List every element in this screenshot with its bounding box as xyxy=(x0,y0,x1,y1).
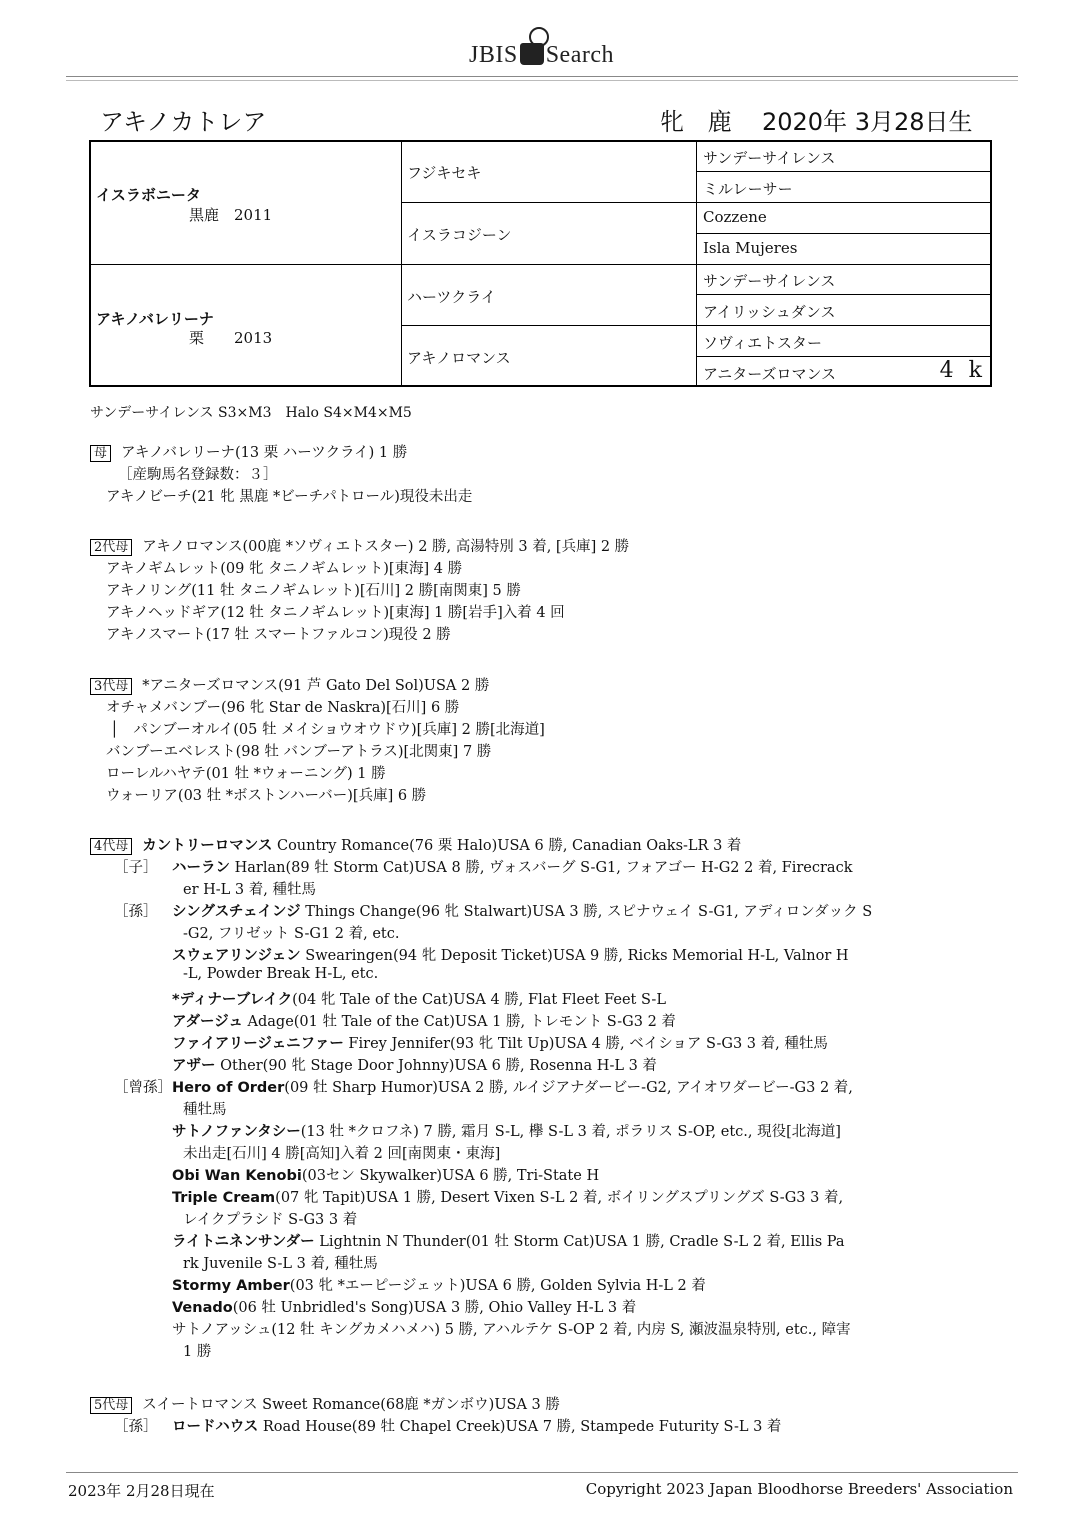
dam-section-head xyxy=(90,441,407,462)
dam-dam: アキノロマンス xyxy=(407,349,511,367)
entry-continuation: レイクプラシド S-G3 3 着 xyxy=(183,1212,358,1228)
gen2-offspring: アキノヘッドギア(12 牡 タニノギムレット)[東海] 1 勝[岩手]入着 4 回 xyxy=(106,605,565,621)
relation-label: ［孫］ xyxy=(114,904,158,920)
entry-horse-name: スウェアリンジェン xyxy=(172,948,301,964)
entry-horse-name: ハーラン xyxy=(172,860,230,876)
section-tag-gen2: 2代母 xyxy=(90,539,132,556)
entry-horse-name: Stormy Amber xyxy=(172,1278,290,1294)
jbis-search-logo xyxy=(0,42,1083,69)
gen3-6: アイリッシュダンス xyxy=(703,303,836,321)
gen5-entry-record: Road House(89 牡 Chapel Creek)USA 7 勝, Stampede Futurity S-L 3 着 xyxy=(258,1419,782,1435)
gen2-section-head xyxy=(90,535,629,556)
gen4-entry xyxy=(114,1186,843,1207)
entry-horse-name: アザー xyxy=(172,1058,216,1074)
gen3-offspring: │ パンブーオルイ(05 牡 メイショウオウドウ)[兵庫] 2 勝[北海道] xyxy=(110,722,545,738)
header-divider-secondary xyxy=(66,80,1018,81)
as-of-date: 2023年 2月28日現在 xyxy=(68,1482,215,1500)
gen3-offspring: ウォーリア(03 牡 *ボストンハーバー)[兵庫] 6 勝 xyxy=(106,788,427,804)
header-divider xyxy=(66,76,1018,77)
gen5-section-head xyxy=(90,1393,560,1414)
gen3-7: ソヴィエトスター xyxy=(703,334,822,352)
entry-horse-name: ライトニネンサンダー xyxy=(172,1234,315,1250)
gen3-offspring: ローレルハヤテ(01 牡 *ウォーニング) 1 勝 xyxy=(106,766,386,782)
relation-label: ［孫］ xyxy=(114,1419,158,1435)
gen3-5: サンデーサイレンス xyxy=(703,272,836,290)
gen3-offspring: オチャメバンブー(96 牝 Star de Naskra)[石川] 6 勝 xyxy=(106,700,460,716)
relation-label: ［子］ xyxy=(114,860,158,876)
entry-record: Firey Jennifer(93 牝 Tilt Up)USA 4 勝, ベイショア S-G3 3 着, 種牡馬 xyxy=(343,1036,828,1052)
entry-continuation: -L, Powder Break H-L, etc. xyxy=(183,966,379,982)
sex-color: 牝 鹿 xyxy=(660,108,740,136)
entry-record: Lightnin N Thunder(01 牡 Storm Cat)USA 1 勝, Cradle S-L 2 着, Ellis Pa xyxy=(314,1234,845,1250)
entry-record: (04 牝 Tale of the Cat)USA 4 勝, Flat Fleet Feet S-L xyxy=(292,992,666,1008)
gen4-entry xyxy=(114,1010,676,1031)
gen5-entry xyxy=(114,1415,781,1436)
entry-continuation: er H-L 3 着, 種牡馬 xyxy=(183,882,316,898)
gen4-entry xyxy=(114,900,872,921)
gen3-offspring: バンブーエベレスト(98 牡 バンブーアトラス)[北関東] 7 勝 xyxy=(106,744,492,760)
entry-horse-name: サトノファンタシー xyxy=(172,1124,301,1140)
entry-record: Things Change(96 牝 Stalwart)USA 3 勝, スピナウェイ S-G1, アディロンダック S xyxy=(300,904,873,920)
entry-record: (06 牡 Unbridled's Song)USA 3 勝, Ohio Valley H-L 3 着 xyxy=(232,1300,637,1316)
dam-line: アキノバレリーナ(13 栗 ハーツクライ) 1 勝 xyxy=(121,445,408,461)
gen3-dam-line: *アニターズロマンス(91 芦 Gato Del Sol)USA 2 勝 xyxy=(142,678,490,694)
entry-horse-name: ファイアリージェニファー xyxy=(172,1036,344,1052)
gen3-2: ミルレーサー xyxy=(703,180,793,198)
gen4-section-head xyxy=(90,834,741,855)
entry-record: (07 牝 Tapit)USA 1 勝, Desert Vixen S-L 2 着, ボイリングスプリングズ S-G3 3 着, xyxy=(275,1190,844,1206)
entry-record: Adage(01 牡 Tale of the Cat)USA 1 勝, トレモント S-G3 2 着 xyxy=(242,1014,676,1030)
inbreeding-line: サンデーサイレンス S3×M3 Halo S4×M4×M5 xyxy=(90,405,412,421)
entry-record: (13 牡 *クロフネ) 7 勝, 霜月 S-L, 欅 S-L 3 着, ポラリス S-OP, etc., 現役[北海道] xyxy=(300,1124,841,1140)
gen4-entry xyxy=(114,1230,845,1251)
section-tag-gen4: 4代母 xyxy=(90,838,132,855)
dam-info: 栗 2013 xyxy=(189,329,273,347)
gen3-4: Isla Mujeres xyxy=(703,239,798,257)
horse-name: アキノカトレア xyxy=(100,108,267,136)
gen4-entry xyxy=(114,988,666,1009)
entry-continuation: rk Juvenile S-L 3 着, 種牡馬 xyxy=(183,1256,378,1272)
entry-record: Swearingen(94 牝 Deposit Ticket)USA 9 勝, Ricks Memorial H-L, Valnor H xyxy=(300,948,849,964)
gen4-entry xyxy=(114,944,849,965)
relation-label: ［曾孫］ xyxy=(114,1080,172,1096)
gen2-offspring: アキノスマート(17 牡 スマートファルコン)現役 2 勝 xyxy=(106,627,451,643)
gen4-entry xyxy=(114,1054,657,1075)
entry-record: (03セン Skywalker)USA 6 勝, Tri-State H xyxy=(301,1168,600,1184)
gen4-entry xyxy=(114,1032,828,1053)
gen3-3: Cozzene xyxy=(703,208,767,226)
gen4-entry xyxy=(114,1076,853,1097)
entry-continuation: -G2, フリゼット S-G1 2 着, etc. xyxy=(183,926,400,942)
entry-continuation: 未出走[石川] 4 勝[高知]入着 2 回[南関東・東海] xyxy=(183,1146,501,1162)
horse-magnifier-icon xyxy=(520,43,544,65)
dam-offspring: アキノビーチ(21 牝 黒鹿 *ビーチパトロール)現役未出走 xyxy=(106,489,473,505)
entry-horse-name: Venado xyxy=(172,1300,233,1316)
entry-record: Other(90 牝 Stage Door Johnny)USA 6 勝, Rosenna H-L 3 着 xyxy=(215,1058,657,1074)
sire-dam: イスラコジーン xyxy=(407,226,512,244)
gen4-entry xyxy=(114,1318,851,1339)
gen4-dam-record: Country Romance(76 栗 Halo)USA 6 勝, Canadian Oaks-LR 3 着 xyxy=(272,838,742,854)
entry-horse-name: *ディナーブレイク xyxy=(172,992,293,1008)
gen2-dam-line: アキノロマンス(00鹿 *ソヴィエトスター) 2 勝, 高湯特別 3 着, [兵庫] 2 勝 xyxy=(142,539,630,555)
section-tag-dam: 母 xyxy=(90,445,111,462)
section-tag-gen3: 3代母 xyxy=(90,678,132,695)
entry-record: サトノアッシュ(12 牡 キングカメハメハ) 5 勝, アハルテケ S-OP 2 着, 内房 S, 瀬波温泉特別, etc., 障害 xyxy=(172,1322,851,1338)
gen3-8: アニターズロマンス xyxy=(703,365,837,383)
birth-date: 2020年 3月28日生 xyxy=(762,108,973,136)
gen4-entry xyxy=(114,856,852,877)
gen2-offspring: アキノリング(11 牡 タニノギムレット)[石川] 2 勝[南関東] 5 勝 xyxy=(106,583,521,599)
gen3-1: サンデーサイレンス xyxy=(703,149,836,167)
entry-horse-name: Hero of Order xyxy=(172,1080,285,1096)
entry-record: Harlan(89 牡 Storm Cat)USA 8 勝, ヴォスバーグ S-G1, フォアゴー H-G2 2 着, Firecrack xyxy=(230,860,853,876)
gen4-entry xyxy=(114,1274,706,1295)
gen2-offspring: アキノギムレット(09 牝 タニノギムレット)[東海] 4 勝 xyxy=(106,561,463,577)
dam-name: アキノバレリーナ xyxy=(96,310,214,328)
gen5-entry-name: ロードハウス xyxy=(172,1419,259,1435)
dam-sire: ハーツクライ xyxy=(407,288,496,306)
entry-horse-name: Obi Wan Kenobi xyxy=(172,1168,302,1184)
entry-horse-name: Triple Cream xyxy=(172,1190,276,1206)
foal-count: ［産駒馬名登録数：３］ xyxy=(118,467,278,483)
entry-continuation: 1 勝 xyxy=(183,1344,212,1360)
entry-record: (03 牝 *エーピージェット)USA 6 勝, Golden Sylvia H-L 2 着 xyxy=(289,1278,706,1294)
pedigree-table xyxy=(89,140,992,387)
logo-text-search: Search xyxy=(545,42,614,68)
gen5-dam-line: スイートロマンス Sweet Romance(68鹿 *ガンボウ)USA 3 勝 xyxy=(142,1397,560,1413)
entry-continuation: 種牡馬 xyxy=(183,1102,227,1118)
footer-divider xyxy=(66,1472,1018,1473)
gen3-section-head xyxy=(90,674,489,695)
nick-mark: 4 k xyxy=(939,358,986,383)
entry-record: (09 牡 Sharp Humor)USA 2 勝, ルイジアナダービー-G2, アイオワダービー-G3 2 着, xyxy=(284,1080,853,1096)
gen4-entry xyxy=(114,1120,841,1141)
entry-horse-name: アダージュ xyxy=(172,1014,243,1030)
entry-horse-name: シングスチェインジ xyxy=(172,904,301,920)
logo-text-jbis: JBIS xyxy=(469,42,518,68)
gen4-entry xyxy=(114,1164,599,1185)
copyright: Copyright 2023 Japan Bloodhorse Breeders' Association xyxy=(585,1480,1013,1498)
section-tag-gen5: 5代母 xyxy=(90,1397,132,1414)
gen4-dam-name: カントリーロマンス xyxy=(142,838,273,854)
gen4-entry xyxy=(114,1296,636,1317)
sire-name: イスラボニータ xyxy=(96,186,201,204)
sire-info: 黒鹿 2011 xyxy=(189,206,273,224)
sire-sire: フジキセキ xyxy=(407,164,482,182)
